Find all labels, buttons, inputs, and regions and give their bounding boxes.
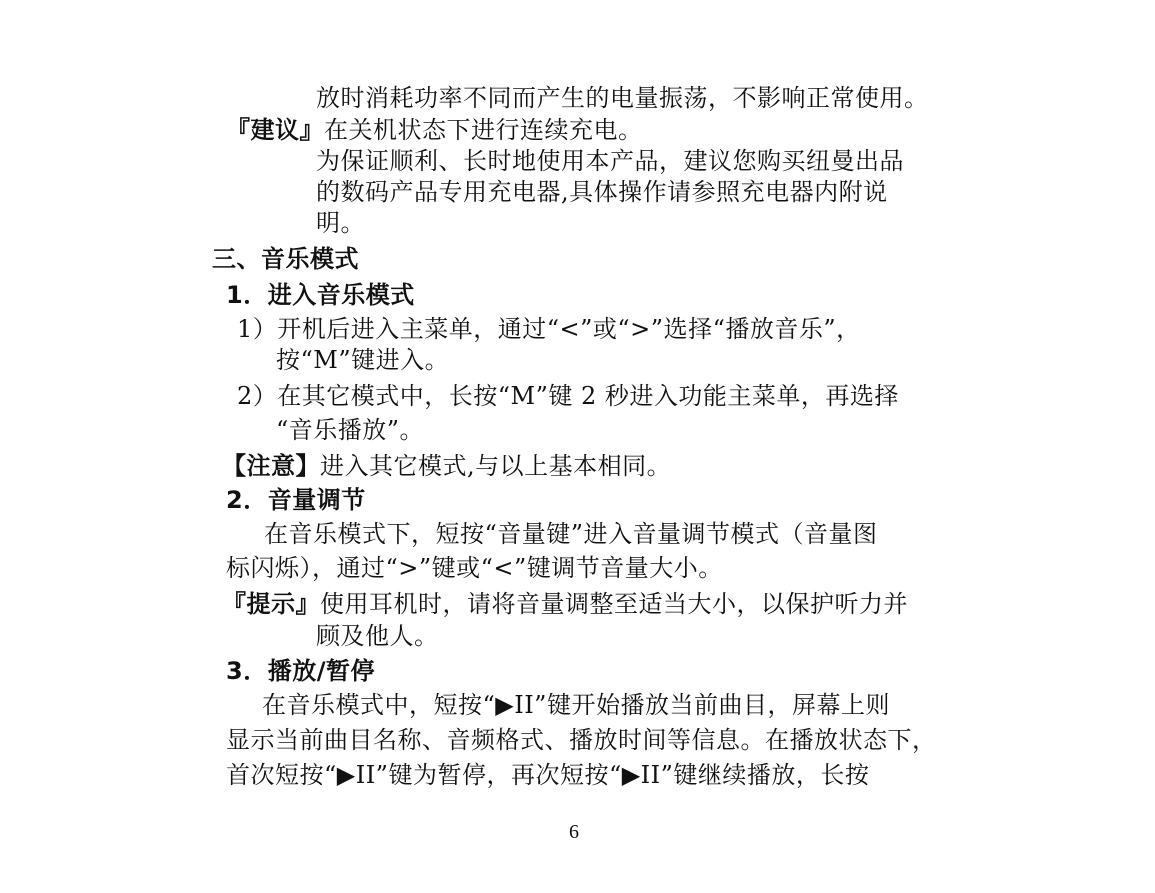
body-text-line: 标闪烁），通过“>”键或“<”键调节音量大小。: [226, 554, 723, 582]
advice-note: [226, 115, 643, 145]
body-text-line: 在音乐模式中，短按“▶II”键开始播放当前曲目，屏幕上则: [262, 691, 890, 719]
body-text-line: 放时消耗功率不同而产生的电量振荡，不影响正常使用。: [316, 84, 929, 112]
body-text-line: 首次短按“▶II”键为暂停，再次短按“▶II”键继续播放，长按: [226, 761, 870, 789]
tip-note: [222, 589, 908, 619]
subsection-heading: 1．进入音乐模式: [226, 281, 415, 309]
attention-label: 【注意】: [222, 452, 320, 480]
subsection-heading: 2．音量调节: [226, 486, 366, 514]
subsection-heading: 3．播放/暂停: [226, 657, 375, 685]
body-text-line: 在音乐模式下，短按“音量键”进入音量调节模式（音量图: [264, 520, 878, 548]
body-text-line: 的数码产品专用充电器,具体操作请参照充电器内附说: [316, 178, 888, 206]
advice-text: 在关机状态下进行连续充电。: [324, 116, 643, 144]
list-item: 1）开机后进入主菜单，通过“<”或“>”选择“播放音乐”，: [237, 315, 861, 343]
body-text-line: 明。: [316, 209, 365, 237]
body-text-line: 显示当前曲目名称、音频格式、播放时间等信息。在播放状态下，: [226, 726, 937, 754]
tip-label: 『提示』: [222, 590, 320, 618]
attention-note: [222, 451, 671, 481]
page-number: 6: [569, 821, 579, 843]
body-text-line: 顾及他人。: [316, 622, 439, 650]
body-text-line: 为保证顺利、长时地使用本产品，建议您购买纽曼出品: [316, 147, 904, 175]
attention-text: 进入其它模式,与以上基本相同。: [320, 452, 672, 480]
list-item-continuation: “音乐播放”。: [276, 416, 425, 444]
tip-text: 使用耳机时，请将音量调整至适当大小，以保护听力并: [320, 590, 908, 618]
advice-label: 『建议』: [226, 116, 324, 144]
section-heading: 三、音乐模式: [212, 245, 359, 273]
list-item-continuation: 按“M”键进入。: [276, 346, 450, 374]
list-item: 2）在其它模式中，长按“M”键 2 秒进入功能主菜单，再选择: [237, 382, 899, 410]
